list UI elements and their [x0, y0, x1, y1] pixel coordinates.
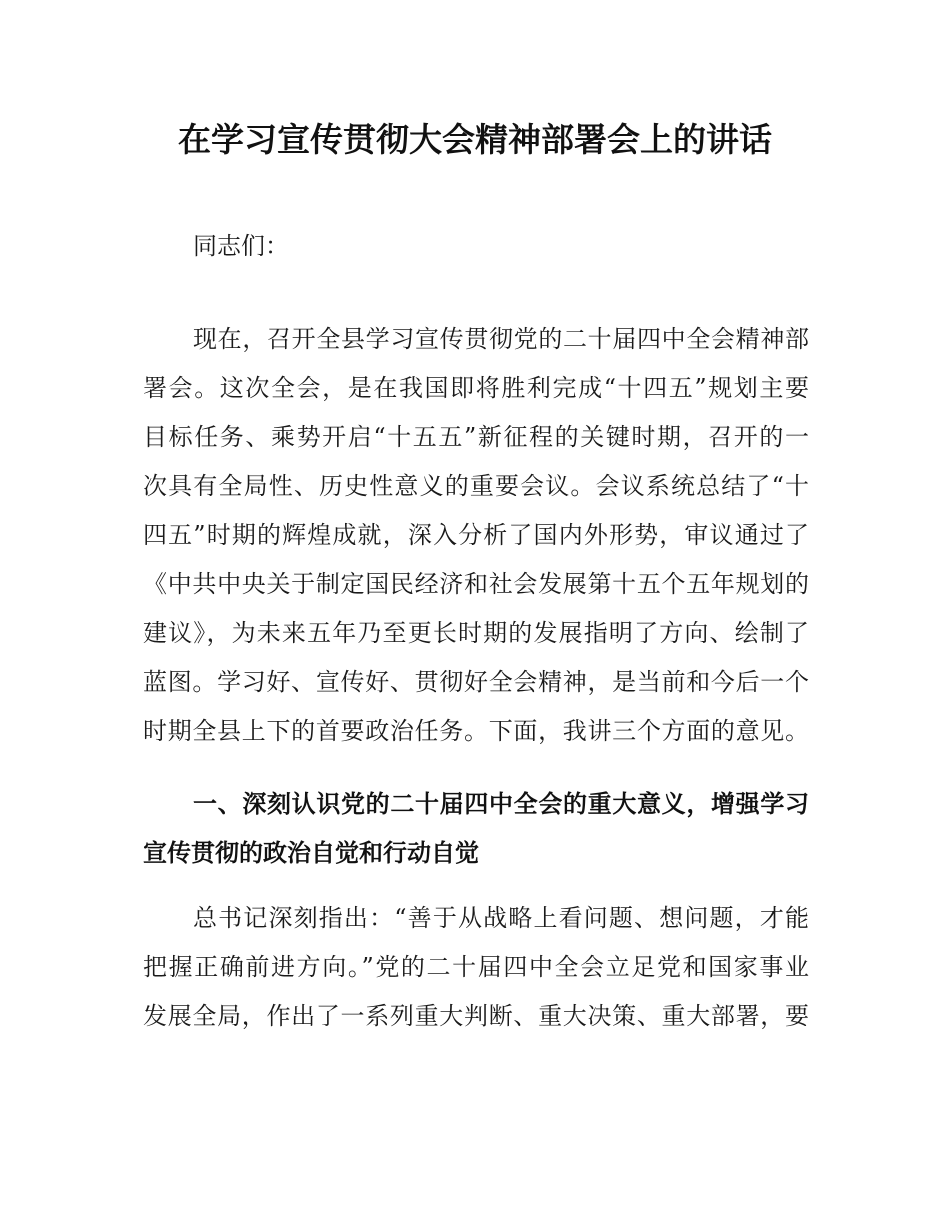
- document-title: 在学习宣传贯彻大会精神部署会上的讲话: [178, 120, 772, 159]
- paragraph-line: 现在，召开全县学习宣传贯彻党的二十届四中全会精神部: [193, 325, 809, 353]
- paragraph-line: 次具有全局性、历史性意义的重要会议。会议系统总结了“十: [143, 472, 809, 500]
- paragraph-line: 建议》，为未来五年乃至更长时期的发展指明了方向、绘制了: [143, 619, 809, 647]
- heading-line: 一、深刻认识党的二十届四中全会的重大意义，增强学习: [193, 790, 809, 818]
- salutation: 同志们：: [193, 232, 289, 260]
- paragraph-line: 把握正确前进方向。”党的二十届四中全会立足党和国家事业: [143, 953, 809, 981]
- paragraph-line: 《中共中央关于制定国民经济和社会发展第十五个五年规划的: [143, 570, 809, 598]
- paragraph-line: 发展全局，作出了一系列重大判断、重大决策、重大部署，要: [143, 1002, 809, 1030]
- heading-line: 宣传贯彻的政治自觉和行动自觉: [143, 839, 479, 867]
- paragraph-line: 四五”时期的辉煌成就，深入分析了国内外形势，审议通过了: [143, 521, 809, 549]
- paragraph-line: 蓝图。学习好、宣传好、贯彻好全会精神，是当前和今后一个: [143, 668, 809, 696]
- paragraph-line: 时期全县上下的首要政治任务。下面，我讲三个方面的意见。: [143, 717, 809, 745]
- paragraph-line: 署会。这次全会，是在我国即将胜利完成“十四五”规划主要: [143, 374, 809, 402]
- paragraph-line: 总书记深刻指出：“善于从战略上看问题、想问题，才能: [193, 904, 809, 932]
- paragraph-line: 目标任务、乘势开启“十五五”新征程的关键时期，召开的一: [143, 423, 809, 451]
